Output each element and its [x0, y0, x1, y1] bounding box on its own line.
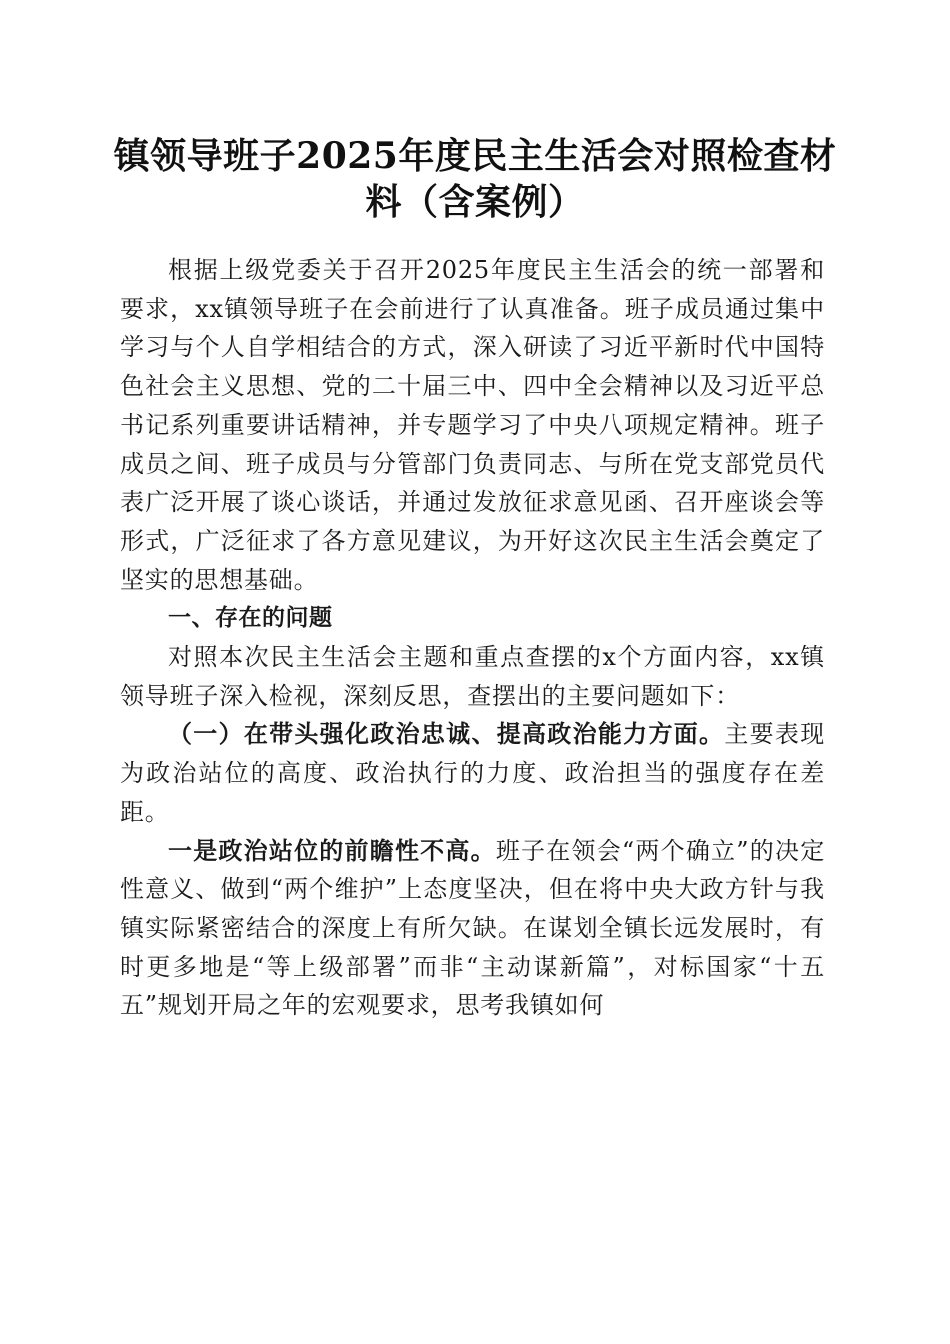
section-heading-problems: 一、存在的问题 [168, 605, 333, 632]
document-title: 镇领导班子2025年度民主生活会对照检查材料（含案例） [113, 135, 837, 223]
subsection-lead: （一）在带头强化政治忠诚、提高政治能力方面。 [168, 719, 725, 749]
point-lead: 一是政治站位的前瞻性不高。 [168, 835, 496, 865]
document-body [120, 251, 825, 1025]
subsection-body: 主要表现为政治站位的高度、政治执行的力度、政治担当的强度存在差距。 [120, 720, 825, 826]
section-intro-paragraph: 对照本次民主生活会主题和重点查摆的x个方面内容，xx镇领导班子深入检视，深刻反思，查摆出的主要问题如下： [120, 643, 825, 710]
intro-paragraph: 根据上级党委关于召开2025年度民主生活会的统一部署和要求，xx镇领导班子在会前进行了认真准备。班子成员通过集中学习与个人自学相结合的方式，深入研读了习近平新时代中国特色社会主义思想、党的二十届三中、四中全会精神以及习近平总书记系列重要讲话精神，并专题学习了中央八项规定精神。班子成员之间、班子成员与分管部门负责同志、与所在党支部党员代表广泛开展了谈心谈话，并通过发放征求意见函、召开座谈会等形式，广泛征求了各方意见建议，为开好这次民主生活会奠定了坚实的思想基础。 [120, 256, 825, 594]
point-political-stance [120, 832, 825, 1026]
subsection-political-loyalty [120, 715, 825, 831]
point-body: 班子在领会“两个确立”的决定性意义、做到“两个维护”上态度坚决，但在将中央大政方针与我镇实际紧密结合的深度上有所欠缺。在谋划全镇长远发展时，有时更多地是“等上级部署”而非“主动谋新篇”，对标国家“十五五”规划开局之年的宏观要求，思考我镇如何 [120, 836, 825, 1020]
